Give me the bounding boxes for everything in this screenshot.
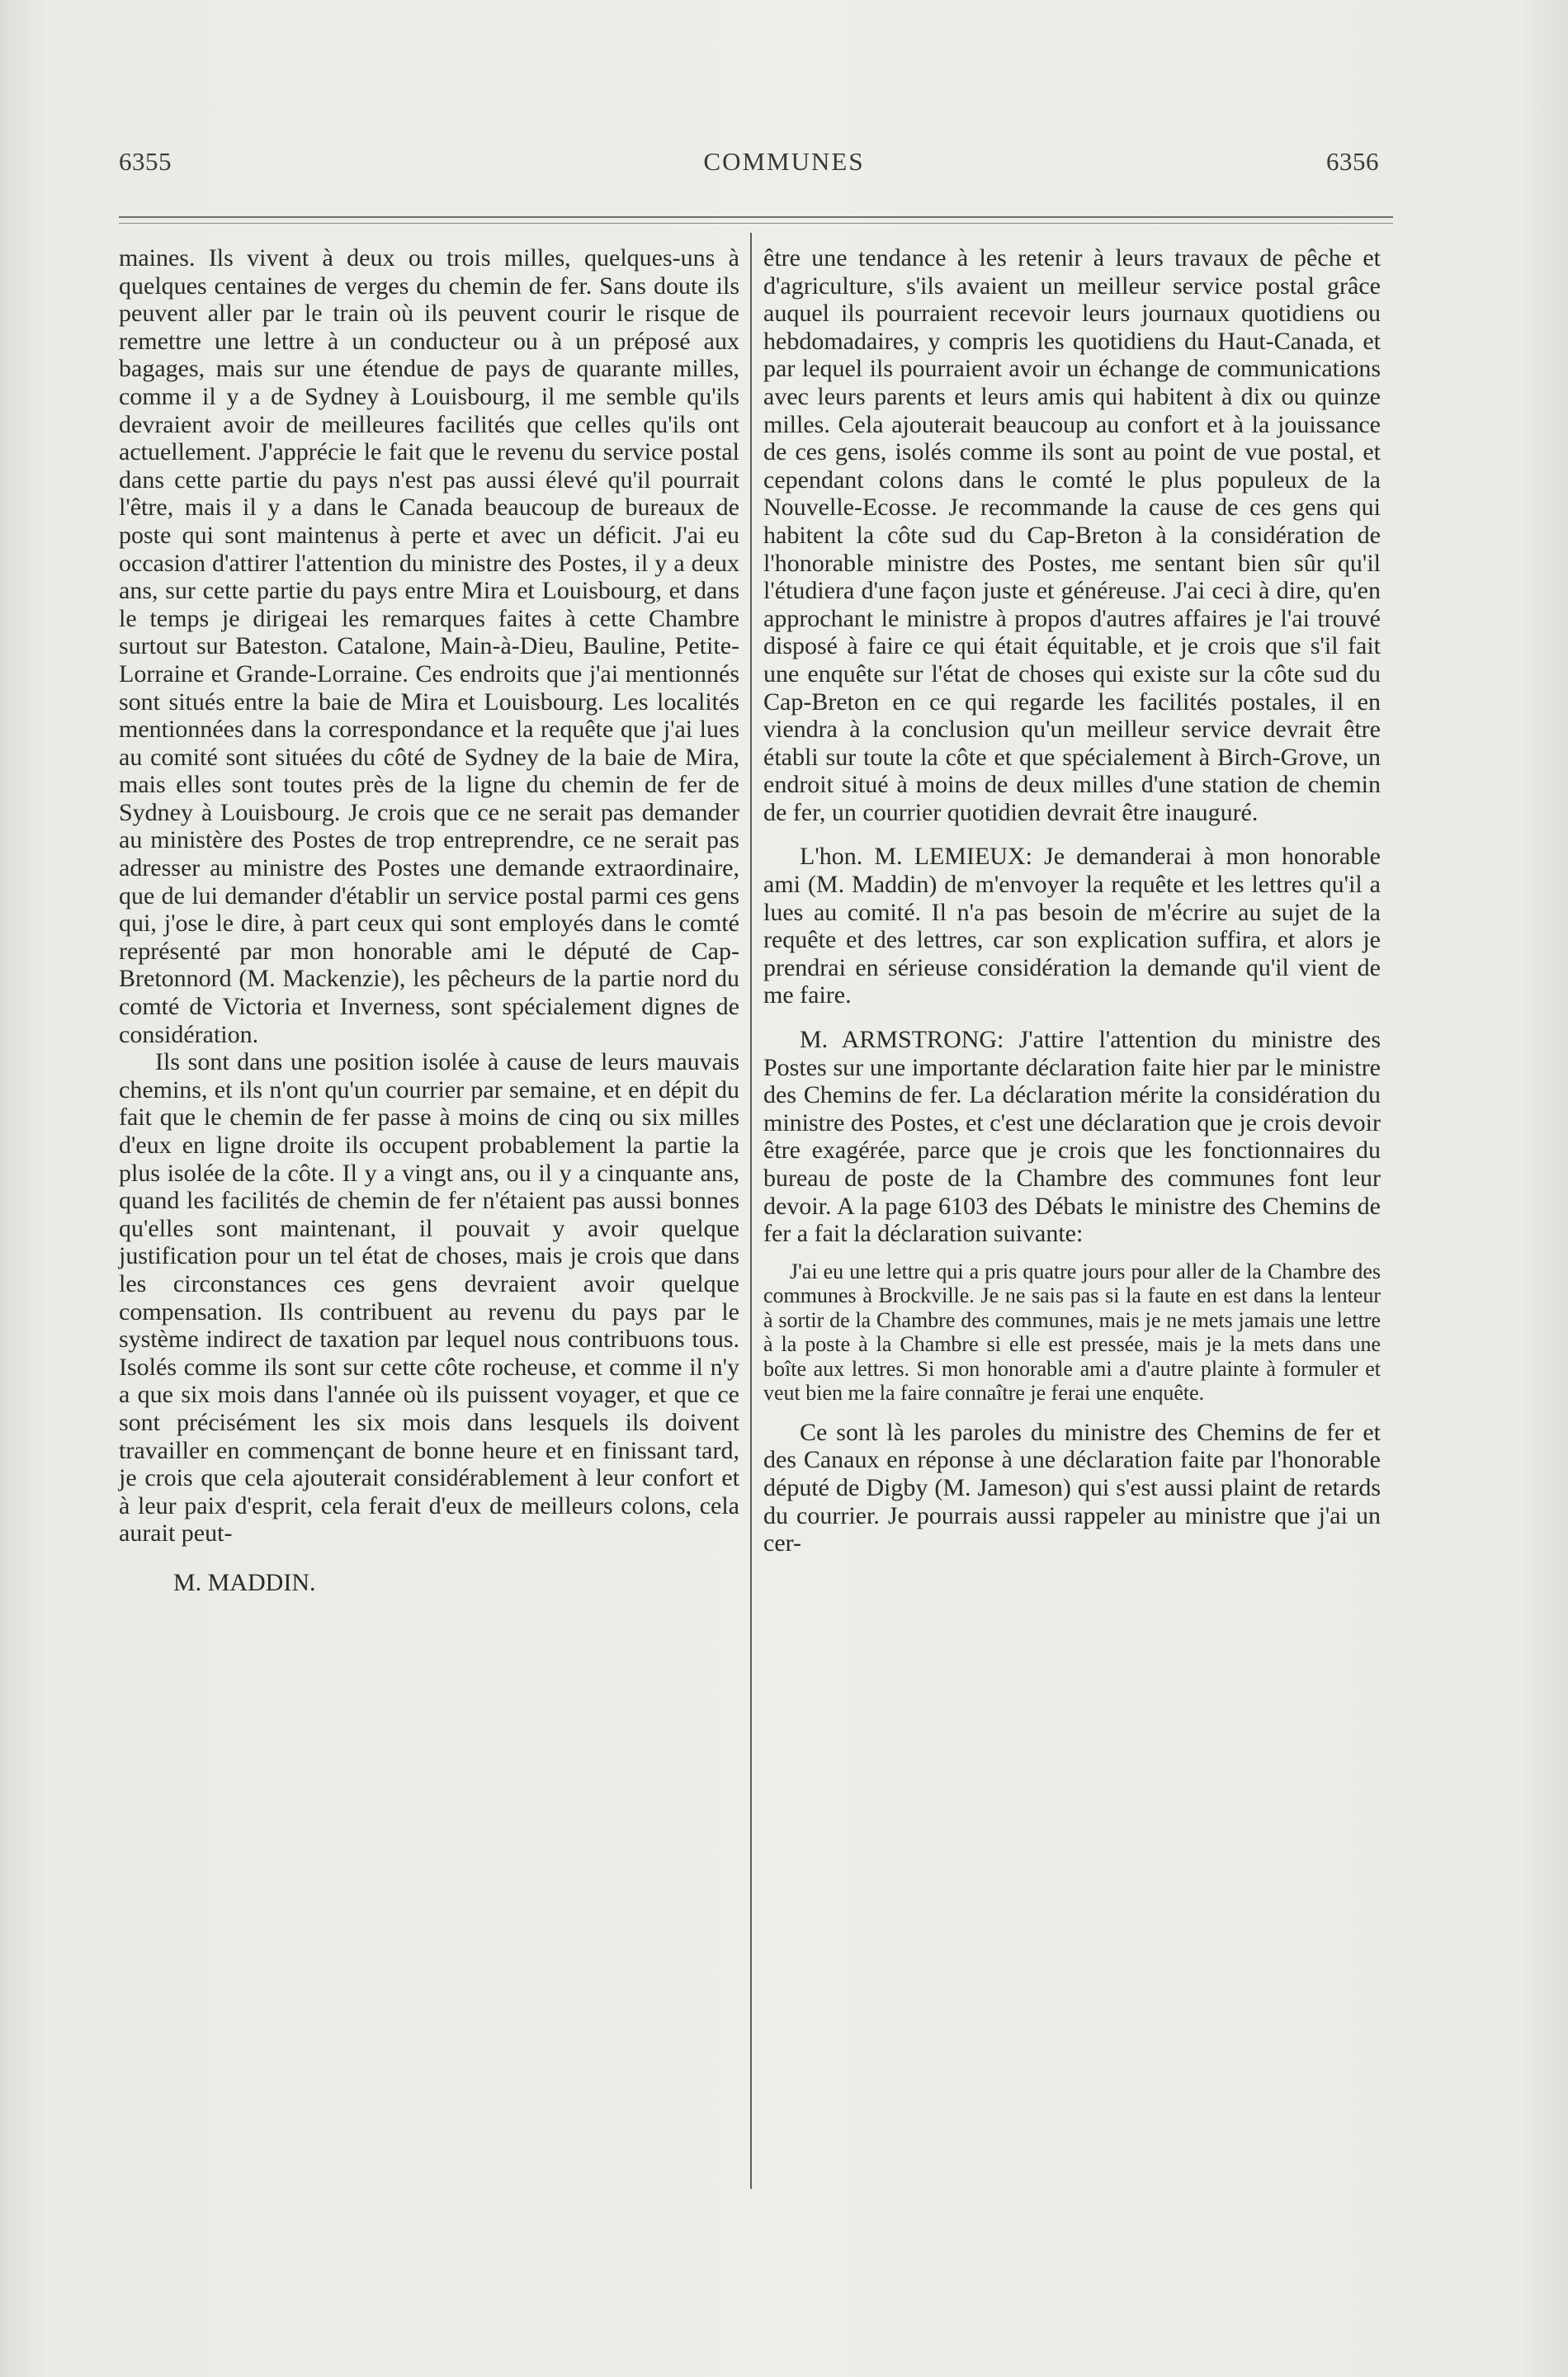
header-rule [119,216,1393,218]
page-number-right: 6356 [1326,147,1379,176]
paragraph: maines. Ils vivent à deux ou trois milles, quelques-uns à quelques centaines de verges du chemin de fer. Sans doute ils peuvent aller par le train où ils peuvent courir le risque de remettre une lettre à un conducteur ou à un préposé aux bagages, mais sur une étendue de pays de quarante milles, comme il y a de Sydney à Louisbourg, il me semble qu'ils devraient avoir de meilleures facilités que celles qu'ils ont actuellement. J'apprécie le fait que le revenu du service postal dans cette partie du pays n'est pas aussi élevé qu'il pourrait l'être, mais il y a dans le Canada beaucoup de bureaux de poste qui sont maintenus à perte et avec un déficit. J'ai eu occasion d'attirer l'attention du ministre des Postes, il y a deux ans, sur cette partie du pays entre Mira et Louisbourg, et dans le temps je dirigeai les remarques faites à cette Chambre surtout sur Bateston. Catalone, Main-à-Dieu, Bauline, Petite-Lorraine et Grande-Lorraine. Ces endroits que j'ai mentionnés sont situés entre la baie de Mira et Louisbourg. Les localités mentionnées dans la correspondance et la requête que j'ai lues au comité sont situées du côté de Sydney de la baie de Mira, mais elles sont toutes près de la ligne du chemin de fer de Sydney à Louisbourg. Je crois que ce ne serait pas demander au ministère des Postes de trop entreprendre, ce ne serait pas adresser au ministre des Postes une demande extraordinaire, que de lui demander d'établir un service postal parmi ces gens qui, j'ose le dire, à part ceux qui sont employés dans le comté représenté par mon honorable ami le député de Cap-Bretonnord (M. Mackenzie), les pêcheurs de la partie nord du comté de Victoria et Inverness, sont spécialement dignes de considération. [119,244,739,1048]
block-quote: J'ai eu une lettre qui a pris quatre jours pour aller de la Chambre des communes à Brockville. Je ne sais pas si la faute en est dans la lenteur à sortir de la Chambre des communes, mais je ne mets jamais une lettre à la poste à la Chambre si elle est pressée, mais je la mets dans une boîte aux lettres. Si mon honorable ami a d'autre plainte à formuler et veut bien me la faire connaître je ferai une enquête. [763,1259,1381,1406]
left-column [119,244,739,1597]
paragraph: Ils sont dans une position isolée à cause de leurs mauvais chemins, et ils n'ont qu'un courrier par semaine, et en dépit du fait que le chemin de fer passe à moins de cinq ou six milles d'eux en ligne droite ils occupent probablement la partie la plus isolée de la côte. Il y a vingt ans, ou il y a cinquante ans, quand les facilités de chemin de fer n'étaient pas aussi bonnes qu'elles sont maintenant, il pouvait y avoir quelque justification pour un tel état de choses, mais je crois que dans les circonstances ces gens devraient avoir quelque compensation. Ils contribuent au revenu du pays par le système indirect de taxation par lequel nous contribuons tous. Isolés comme ils sont sur cette côte rocheuse, et comme il n'y a que six mois dans l'année où ils puissent voyager, et que ce sont précisément les six mois dans lesquels ils doivent travailler en commençant de bonne heure et en finissant tard, je crois que cela ajouterait considérablement à leur confort et à leur paix d'esprit, cela ferait d'eux de meilleurs colons, cela aurait peut- [119,1048,739,1548]
paragraph: être une tendance à les retenir à leurs travaux de pêche et d'agriculture, s'ils avaient un meilleur service postal grâce auquel ils pourraient recevoir leurs journaux quotidiens ou hebdomadaires, y compris les quotidiens du Haut-Canada, et par lequel ils pourraient avoir un échange de communications avec leurs parents et leurs amis qui habitent à dix ou quinze milles. Cela ajouterait beaucoup au confort et à la jouissance de ces gens, isolés comme ils sont au point de vue postal, et cependant colons dans le comté le plus populeux de la Nouvelle-Ecosse. Je recommande la cause de ces gens qui habitent la côte sud du Cap-Breton à la considération de l'honorable ministre des Postes, me sentant bien sûr qu'il l'étudiera d'une façon juste et généreuse. J'ai ceci à dire, qu'en approchant le ministre à propos d'autres affaires je l'ai trouvé disposé à faire ce qui était équitable, et je crois que s'il fait une enquête sur l'état de choses qui existe sur la côte sud du Cap-Breton en ce qui regarde les facilités postales, il en viendra à la conclusion qu'un meilleur service devrait être établi sur toute la côte et que spécialement à Birch-Grove, un endroit situé à moins de deux milles d'une station de chemin de fer, un courrier quotidien devrait être inauguré. [763,244,1381,826]
speaker-continuation: M. MADDIN. [173,1568,316,1596]
column-divider [750,233,752,2189]
paragraph: Ce sont là les paroles du ministre des Chemins de fer et des Canaux en réponse à une déclaration faite par l'honorable député de Digby (M. Jameson) qui s'est aussi plaint de retards du courrier. Je pourrais aussi rappeler au ministre que j'ai un cer- [763,1418,1381,1557]
paragraph-lemieux: L'hon. M. LEMIEUX: Je demanderai à mon honorable ami (M. Maddin) de m'envoyer la requête et les lettres qu'il a lues au comité. Il n'a pas besoin de m'écrire au sujet de la requête et des lettres, car son explication suffira, et alors je prendrai en sérieuse considération la demande qu'il vient de me faire. [763,843,1381,1009]
right-column [763,244,1381,1557]
running-title: COMMUNES [703,147,865,176]
paragraph-armstrong: M. ARMSTRONG: J'attire l'attention du ministre des Postes sur une importante déclaration faite hier par le ministre des Chemins de fer. La déclaration mérite la considération du ministre des Postes, et c'est une déclaration que je crois devoir être exagérée, parce que je crois que les fonctionnaires du bureau de poste de la Chambre des communes font leur devoir. A la page 6103 des Débats le ministre des Chemins de fer a fait la déclaration suivante: [763,1026,1381,1248]
page-number-left: 6355 [119,147,172,176]
header-rule-secondary [119,223,1393,224]
